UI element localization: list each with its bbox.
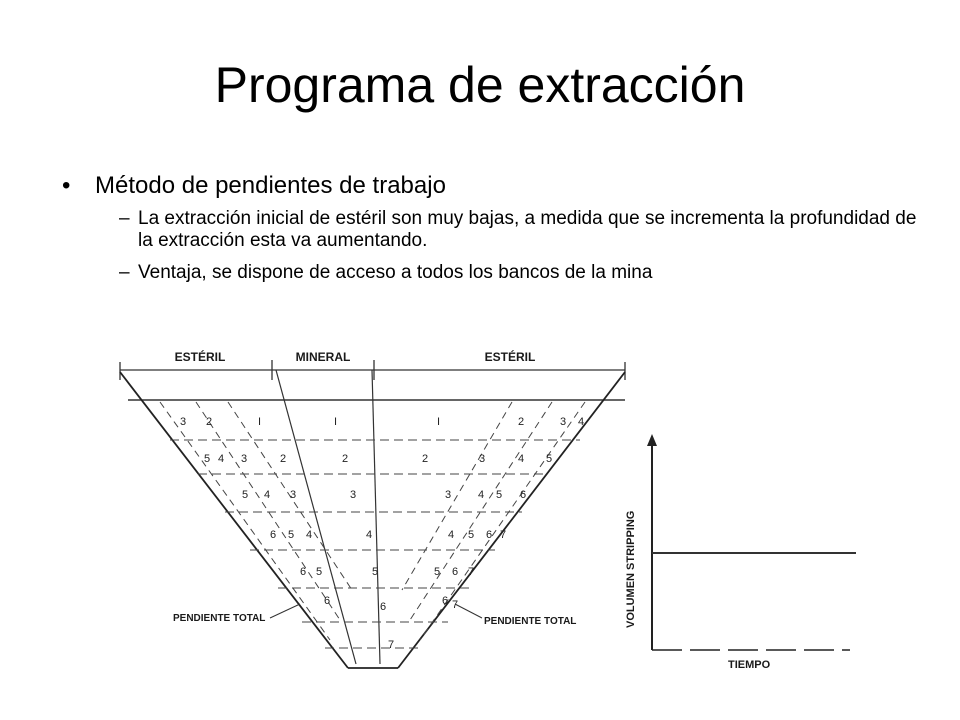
bench-number: 4: [448, 529, 455, 541]
bench-number: 3: [241, 453, 248, 465]
bench-number: 4: [478, 489, 485, 501]
y-axis-arrow-icon: [647, 434, 657, 446]
bench-number: 3: [350, 489, 357, 501]
zone-label-esteril-right: ESTÉRIL: [484, 350, 536, 364]
bench-number: 2: [518, 416, 525, 428]
zone-label-mineral: MINERAL: [295, 350, 351, 364]
working-slopes: [160, 402, 585, 640]
slide-title: Programa de extracción: [214, 57, 746, 113]
dash-marker: –: [119, 262, 130, 283]
bench-number: 2: [422, 453, 429, 465]
bench-number: 3: [479, 453, 486, 465]
bullet-marker: •: [62, 172, 71, 199]
chart-x-label: TIEMPO: [728, 659, 771, 671]
bench-number: 2: [280, 453, 287, 465]
bench-number: I: [437, 416, 441, 428]
bench-number: 5: [204, 453, 211, 465]
bench-number: 5: [372, 566, 379, 578]
bench-number: 2: [206, 416, 213, 428]
subbullet-text: Ventaja, se dispone de acceso a todos los bancos de la mina: [138, 262, 653, 283]
bench-number: 6: [442, 595, 449, 607]
bench-number: 7: [500, 529, 507, 541]
dash-marker: –: [119, 208, 130, 229]
bench-number: 5: [496, 489, 503, 501]
bench-number: 7: [452, 599, 459, 611]
bench-number: 5: [288, 529, 295, 541]
bench-number: 3: [290, 489, 297, 501]
bench-number: 5: [434, 566, 441, 578]
bench-number: 2: [342, 453, 349, 465]
bench-number: 5: [316, 566, 323, 578]
bench-number: 5: [468, 529, 475, 541]
bench-number: 4: [264, 489, 271, 501]
bench-number: 4: [366, 529, 373, 541]
bench-number: I: [258, 416, 262, 428]
slope-label-left: PENDIENTE TOTAL: [173, 613, 266, 624]
bench-number: 5: [546, 453, 553, 465]
stripping-chart: [625, 434, 856, 671]
slope-pointer-left: [270, 604, 300, 618]
bench-number: 6: [324, 595, 331, 607]
bench-number: 4: [578, 416, 585, 428]
bench-number: 6: [270, 529, 277, 541]
bench-number: 6: [452, 566, 459, 578]
bench-number: 7: [468, 566, 475, 578]
bench-number: 4: [218, 453, 225, 465]
bench-number: 6: [380, 601, 387, 613]
bench-number: 7: [388, 639, 395, 651]
bench-number: 6: [300, 566, 307, 578]
slope-label-right: PENDIENTE TOTAL: [484, 616, 577, 627]
bench-number: 3: [180, 416, 187, 428]
chart-y-label: VOLUMEN STRIPPING: [625, 510, 637, 628]
bench-number: 4: [518, 453, 525, 465]
zone-label-esteril-left: ESTÉRIL: [174, 350, 226, 364]
bullet-text: Método de pendientes de trabajo: [95, 172, 446, 199]
ore-boundaries: [276, 370, 380, 664]
bench-number: 6: [520, 489, 527, 501]
subbullet-text: La extracción inicial de estéril son muy bajas, a medida que se incrementa la profundidad de la extracción esta va aumentando.: [138, 208, 917, 251]
bench-number: 4: [306, 529, 313, 541]
bench-number: 5: [242, 489, 249, 501]
bench-number: 3: [560, 416, 567, 428]
bench-number: 3: [445, 489, 452, 501]
slope-pointer-right: [455, 604, 482, 618]
bench-number: 6: [486, 529, 493, 541]
bench-number: I: [334, 416, 338, 428]
